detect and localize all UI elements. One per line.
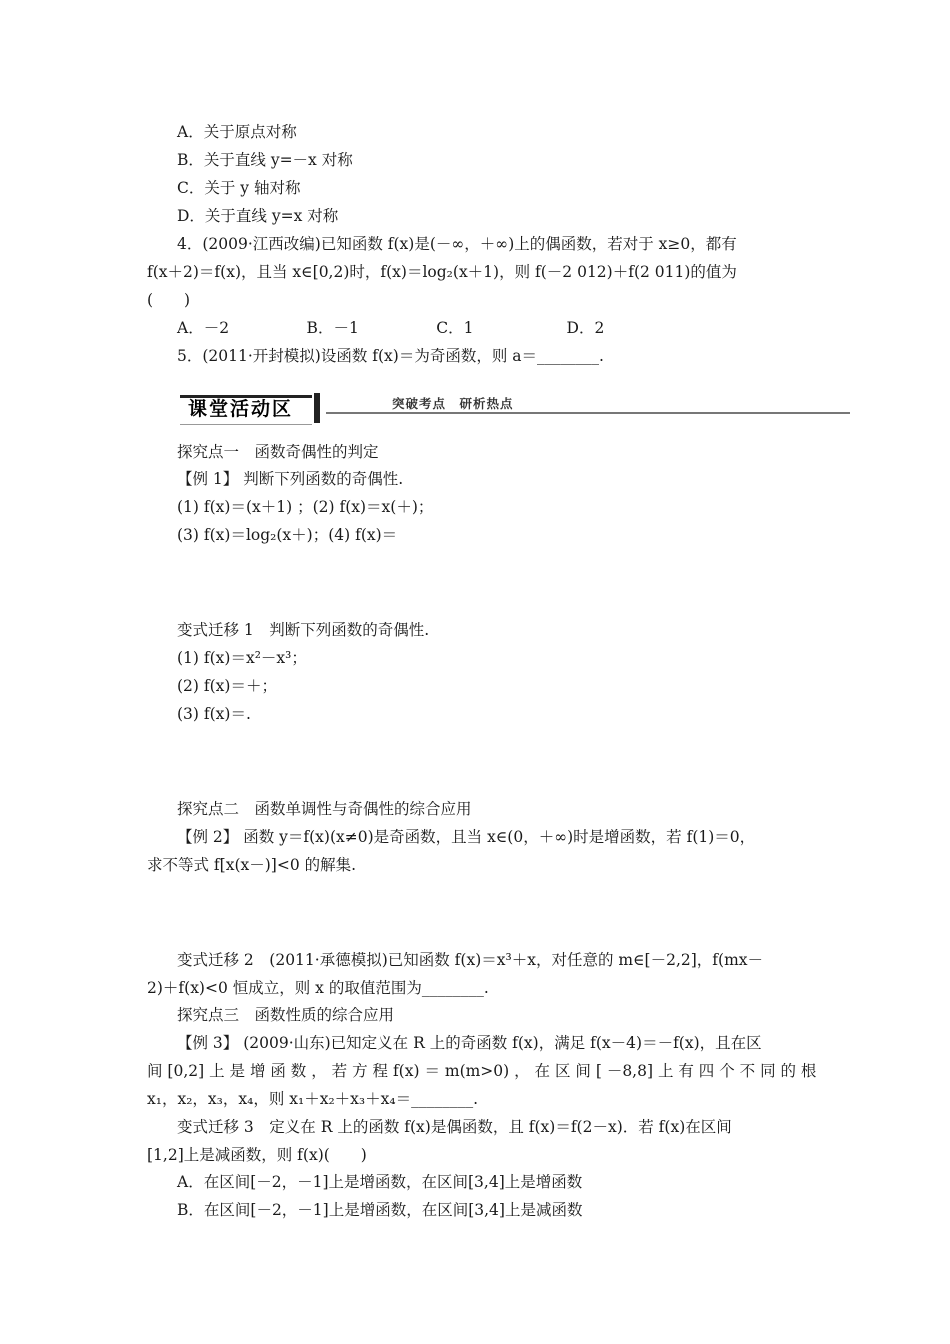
example-3-line-2: 间 [0,2] 上 是 增 函 数 ， 若 方 程 f(x) ＝ m(m>0) ， 在 区 间 [ －8,8] 上 有 四 个 不 同 的 根 [147, 1062, 817, 1080]
question-4-line-3: ( ) [147, 291, 191, 309]
variation-2-line-1: 变式迁移 2 (2011·承德模拟)已知函数 f(x)＝x³＋x，对任意的 m∈[－2,2]，f(mx－ [177, 951, 764, 969]
variation-3-option-a: A．在区间[－2，－1]上是增函数，在区间[3,4]上是增函数 [177, 1173, 583, 1191]
question-4-line-2: f(x＋2)＝f(x)，且当 x∈[0,2)时，f(x)＝log₂(x＋1)，则 f(－2 012)＋f(2 011)的值为 [147, 263, 737, 281]
variation-3-line-2: [1,2]上是减函数，则 f(x)( ) [147, 1146, 367, 1164]
question-4-options: A．－2 B．－1 C．1 D．2 [177, 319, 605, 337]
question-4-line-1: 4．(2009·江西改编)已知函数 f(x)是(－∞，＋∞)上的偶函数，若对于 x≥0，都有 [177, 235, 737, 253]
variation-2-line-2: 2)＋f(x)<0 恒成立，则 x 的取值范围为________. [147, 979, 489, 997]
banner-title: 课堂活动区 [188, 398, 294, 420]
question-5: 5．(2011·开封模拟)设函数 f(x)＝为奇函数，则 a＝________. [177, 347, 604, 365]
example-1-part-a: (1) f(x)＝(x＋1) ；(2) f(x)＝x(＋)； [177, 498, 434, 516]
option-b: B．关于直线 y=－x 对称 [177, 151, 353, 169]
section-banner [180, 393, 850, 425]
variation-1: 变式迁移 1 判断下列函数的奇偶性. [177, 621, 430, 639]
variation-1-part-a: (1) f(x)＝x²－x³； [177, 649, 307, 667]
banner-bar [314, 393, 320, 423]
explore-point-3: 探究点三 函数性质的综合应用 [177, 1006, 395, 1024]
explore-point-2: 探究点二 函数单调性与奇偶性的综合应用 [177, 800, 472, 818]
variation-3-line-1: 变式迁移 3 定义在 R 上的函数 f(x)是偶函数，且 f(x)＝f(2－x)．若 f(x)在区间 [177, 1118, 732, 1136]
example-1: 【例 1】 判断下列函数的奇偶性. [177, 470, 404, 488]
example-3-line-3: x₁，x₂，x₃，x₄，则 x₁＋x₂＋x₃＋x₄＝________. [147, 1090, 478, 1108]
example-3-line-1: 【例 3】 (2009·山东)已知定义在 R 上的奇函数 f(x)，满足 f(x－4)＝－f(x)，且在区 [177, 1034, 762, 1052]
explore-point-1: 探究点一 函数奇偶性的判定 [177, 443, 379, 461]
example-2-line-1: 【例 2】 函数 y＝f(x)(x≠0)是奇函数，且当 x∈(0，＋∞)时是增函数，若 f(1)＝0， [177, 828, 756, 846]
option-a: A．关于原点对称 [177, 123, 297, 141]
variation-1-part-c: (3) f(x)＝. [177, 705, 251, 723]
example-1-part-b: (3) f(x)＝log₂(x＋)；(4) f(x)＝ [177, 526, 398, 544]
banner-rule [326, 412, 850, 414]
option-d: D．关于直线 y=x 对称 [177, 207, 339, 225]
variation-3-option-b: B．在区间[－2，－1]上是增函数，在区间[3,4]上是减函数 [177, 1201, 583, 1219]
variation-1-part-b: (2) f(x)＝＋； [177, 677, 277, 695]
banner-subtitle: 突破考点 研析热点 [392, 396, 514, 411]
example-2-line-2: 求不等式 f[x(x－)]<0 的解集. [147, 856, 357, 874]
option-c: C．关于 y 轴对称 [177, 179, 301, 197]
